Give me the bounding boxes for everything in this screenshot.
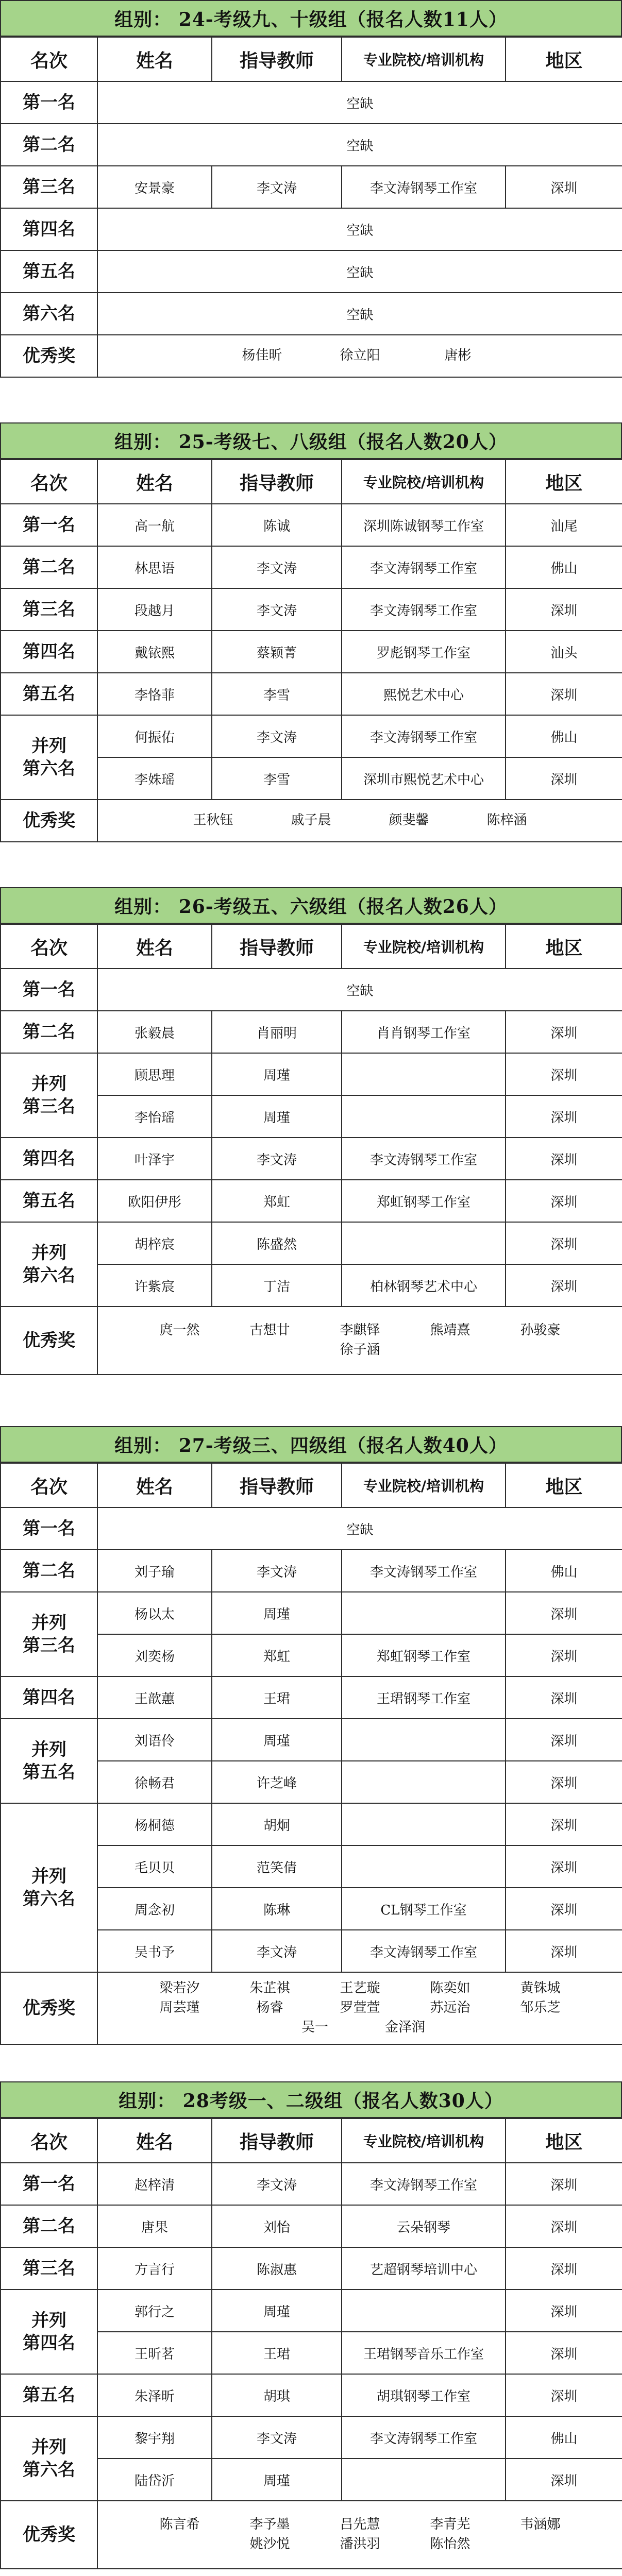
institution-name bbox=[342, 1845, 506, 1888]
excellent-award-row bbox=[1, 1307, 622, 1375]
teacher-name: 李文涛 bbox=[212, 715, 342, 757]
student-name: 何振佑 bbox=[97, 715, 212, 757]
teacher-name: 刘怡 bbox=[212, 2205, 342, 2247]
rank-cell: 第四名 bbox=[1, 631, 97, 673]
excellent-award-name: 庹一然 bbox=[159, 1323, 200, 1338]
teacher-name: 李文涛 bbox=[212, 546, 342, 588]
table-row bbox=[1, 166, 622, 208]
student-name: 许紫宸 bbox=[97, 1264, 212, 1307]
excellent-award-names bbox=[97, 335, 622, 377]
table-row bbox=[1, 1550, 622, 1592]
region-name: 佛山 bbox=[506, 1550, 622, 1592]
region-name: 深圳 bbox=[506, 1761, 622, 1803]
table-header-row bbox=[1, 2119, 622, 2163]
student-name: 林思语 bbox=[97, 546, 212, 588]
teacher-name: 陈琳 bbox=[212, 1888, 342, 1930]
rank-cell: 第三名 bbox=[1, 2247, 97, 2290]
group-title: 组别： 26-考级五、六级组（报名人数26人） bbox=[0, 887, 622, 924]
table-row bbox=[1, 1138, 622, 1180]
results-table bbox=[0, 1463, 622, 2045]
table-row bbox=[1, 293, 622, 335]
institution-name bbox=[342, 2459, 506, 2501]
rank-cell: 并列 第六名 bbox=[1, 1803, 97, 1972]
student-name: 唐果 bbox=[97, 2205, 212, 2247]
excellent-award-label: 优秀奖 bbox=[1, 800, 97, 842]
excellent-award-name: 陈怡然 bbox=[430, 2536, 470, 2552]
excellent-award-name: 陈梓涵 bbox=[486, 812, 527, 828]
rank-cell: 第五名 bbox=[1, 2374, 97, 2416]
table-header-row bbox=[1, 1463, 622, 1507]
teacher-name: 李文涛 bbox=[212, 588, 342, 631]
teacher-name: 肖丽明 bbox=[212, 1011, 342, 1053]
excellent-award-label: 优秀奖 bbox=[1, 2501, 97, 2569]
column-header-institution: 专业院校/培训机构 bbox=[342, 2119, 506, 2163]
table-row bbox=[1, 1592, 622, 1634]
excellent-award-name: 陈奕如 bbox=[430, 1980, 470, 1996]
excellent-award-name: 姚沙悦 bbox=[249, 2536, 290, 2552]
region-name: 深圳 bbox=[506, 1719, 622, 1761]
excellent-award-name: 王秋钰 bbox=[193, 812, 233, 828]
group-title: 组别： 28考级一、二级组（报名人数30人） bbox=[0, 2081, 622, 2118]
student-name: 李恪菲 bbox=[97, 673, 212, 715]
institution-name: 郑虹钢琴工作室 bbox=[342, 1634, 506, 1676]
table-row bbox=[1, 1803, 622, 1845]
column-header-institution: 专业院校/培训机构 bbox=[342, 1463, 506, 1507]
student-name: 李姝瑶 bbox=[97, 757, 212, 800]
institution-name: 郑虹钢琴工作室 bbox=[342, 1180, 506, 1222]
table-row bbox=[1, 2416, 622, 2459]
excellent-award-name: 周芸瑾 bbox=[159, 2000, 200, 2016]
column-header-rank: 名次 bbox=[1, 2119, 97, 2163]
region-name: 深圳 bbox=[506, 1095, 622, 1138]
rank-cell: 第五名 bbox=[1, 673, 97, 715]
teacher-name: 周瑾 bbox=[212, 2290, 342, 2332]
rank-cell: 第一名 bbox=[1, 504, 97, 546]
table-row bbox=[1, 588, 622, 631]
table-row bbox=[1, 673, 622, 715]
rank-cell: 第二名 bbox=[1, 1011, 97, 1053]
region-name: 佛山 bbox=[506, 2416, 622, 2459]
teacher-name: 李文涛 bbox=[212, 1550, 342, 1592]
teacher-name: 周瑾 bbox=[212, 1592, 342, 1634]
region-name: 深圳 bbox=[506, 1011, 622, 1053]
institution-name: 王珺钢琴工作室 bbox=[342, 1676, 506, 1719]
excellent-award-name: 颜斐馨 bbox=[389, 812, 429, 828]
table-row bbox=[1, 2290, 622, 2332]
region-name: 深圳 bbox=[506, 166, 622, 208]
student-name: 叶泽宇 bbox=[97, 1138, 212, 1180]
rank-cell: 第五名 bbox=[1, 250, 97, 293]
institution-name: 李文涛钢琴工作室 bbox=[342, 715, 506, 757]
teacher-name: 李雪 bbox=[212, 673, 342, 715]
institution-name: 柏林钢琴艺术中心 bbox=[342, 1264, 506, 1307]
excellent-award-row bbox=[1, 335, 622, 377]
rank-cell: 第四名 bbox=[1, 208, 97, 250]
region-name: 佛山 bbox=[506, 546, 622, 588]
excellent-award-name: 杨睿 bbox=[256, 2000, 283, 2016]
institution-name bbox=[342, 1053, 506, 1095]
results-table bbox=[0, 924, 622, 1375]
column-header-teacher: 指导教师 bbox=[212, 2119, 342, 2163]
excellent-award-label: 优秀奖 bbox=[1, 1972, 97, 2044]
teacher-name: 胡炯 bbox=[212, 1803, 342, 1845]
column-header-rank: 名次 bbox=[1, 37, 97, 81]
region-name: 汕尾 bbox=[506, 504, 622, 546]
award-group bbox=[0, 1426, 622, 2045]
excellent-award-name: 徐子涵 bbox=[340, 1342, 380, 1358]
region-name: 汕头 bbox=[506, 631, 622, 673]
rank-cell: 第一名 bbox=[1, 969, 97, 1011]
rank-cell: 第三名 bbox=[1, 166, 97, 208]
table-row bbox=[1, 2374, 622, 2416]
table-row bbox=[1, 2205, 622, 2247]
group-title: 组别： 24-考级九、十级组（报名人数11人） bbox=[0, 0, 622, 37]
teacher-name: 郑虹 bbox=[212, 1634, 342, 1676]
rank-cell: 第五名 bbox=[1, 1180, 97, 1222]
student-name: 赵梓清 bbox=[97, 2163, 212, 2205]
excellent-award-name: 潘洪羽 bbox=[340, 2536, 380, 2552]
table-row bbox=[1, 2163, 622, 2205]
student-name: 戴铱熙 bbox=[97, 631, 212, 673]
excellent-award-names bbox=[97, 1972, 622, 2044]
institution-name: 云朵钢琴 bbox=[342, 2205, 506, 2247]
student-name: 杨以太 bbox=[97, 1592, 212, 1634]
excellent-award-name: 杨佳昕 bbox=[242, 348, 282, 364]
excellent-award-row bbox=[1, 1972, 622, 2044]
table-row bbox=[1, 1507, 622, 1550]
excellent-award-label: 优秀奖 bbox=[1, 335, 97, 377]
excellent-award-name: 朱芷祺 bbox=[249, 1980, 290, 1996]
teacher-name: 周瑾 bbox=[212, 1719, 342, 1761]
column-header-name: 姓名 bbox=[97, 1463, 212, 1507]
institution-name bbox=[342, 2290, 506, 2332]
institution-name: 王珺钢琴音乐工作室 bbox=[342, 2332, 506, 2374]
student-name: 王昕茗 bbox=[97, 2332, 212, 2374]
teacher-name: 周瑾 bbox=[212, 1095, 342, 1138]
column-header-name: 姓名 bbox=[97, 37, 212, 81]
award-group bbox=[0, 422, 622, 842]
results-table bbox=[0, 2118, 622, 2569]
region-name: 深圳 bbox=[506, 1888, 622, 1930]
column-header-institution: 专业院校/培训机构 bbox=[342, 37, 506, 81]
award-group bbox=[0, 0, 622, 378]
region-name: 深圳 bbox=[506, 1930, 622, 1972]
excellent-award-name: 吴一 bbox=[301, 2019, 328, 2035]
table-header-row bbox=[1, 460, 622, 504]
excellent-award-name: 孙骏豪 bbox=[520, 1323, 561, 1338]
region-name: 深圳 bbox=[506, 2163, 622, 2205]
column-header-region: 地区 bbox=[506, 2119, 622, 2163]
excellent-award-name: 韦涵娜 bbox=[520, 2517, 561, 2533]
results-table bbox=[0, 37, 622, 378]
table-row bbox=[1, 81, 622, 124]
institution-name bbox=[342, 1592, 506, 1634]
region-name: 深圳 bbox=[506, 1803, 622, 1845]
table-row bbox=[1, 124, 622, 166]
student-name: 李怡瑶 bbox=[97, 1095, 212, 1138]
student-name: 黎宇翔 bbox=[97, 2416, 212, 2459]
student-name: 安景豪 bbox=[97, 166, 212, 208]
rank-cell: 第一名 bbox=[1, 1507, 97, 1550]
column-header-teacher: 指导教师 bbox=[212, 37, 342, 81]
table-row bbox=[1, 715, 622, 757]
excellent-award-name: 李麒铎 bbox=[340, 1323, 380, 1338]
rank-cell: 并列 第四名 bbox=[1, 2290, 97, 2374]
vacant-cell: 空缺 bbox=[97, 969, 622, 1011]
rank-cell: 第四名 bbox=[1, 1138, 97, 1180]
excellent-award-name: 梁若汐 bbox=[159, 1980, 200, 1996]
student-name: 杨桐德 bbox=[97, 1803, 212, 1845]
student-name: 徐畅君 bbox=[97, 1761, 212, 1803]
teacher-name: 李文涛 bbox=[212, 166, 342, 208]
teacher-name: 李文涛 bbox=[212, 1138, 342, 1180]
table-row bbox=[1, 1719, 622, 1761]
rank-cell: 第四名 bbox=[1, 1676, 97, 1719]
region-name: 深圳 bbox=[506, 1138, 622, 1180]
institution-name: 熙悦艺术中心 bbox=[342, 673, 506, 715]
region-name: 深圳 bbox=[506, 2332, 622, 2374]
table-row bbox=[1, 1053, 622, 1095]
table-header-row bbox=[1, 37, 622, 81]
student-name: 胡梓宸 bbox=[97, 1222, 212, 1264]
teacher-name: 陈淑惠 bbox=[212, 2247, 342, 2290]
teacher-name: 李文涛 bbox=[212, 2416, 342, 2459]
table-row bbox=[1, 1011, 622, 1053]
teacher-name: 郑虹 bbox=[212, 1180, 342, 1222]
region-name: 深圳 bbox=[506, 1592, 622, 1634]
column-header-name: 姓名 bbox=[97, 460, 212, 504]
excellent-award-names bbox=[97, 1307, 622, 1375]
rank-cell: 第二名 bbox=[1, 124, 97, 166]
student-name: 毛贝贝 bbox=[97, 1845, 212, 1888]
column-header-name: 姓名 bbox=[97, 2119, 212, 2163]
column-header-region: 地区 bbox=[506, 37, 622, 81]
table-row bbox=[1, 250, 622, 293]
rank-cell: 第一名 bbox=[1, 81, 97, 124]
group-title: 组别： 27-考级三、四级组（报名人数40人） bbox=[0, 1426, 622, 1463]
excellent-award-name: 陈言希 bbox=[159, 2517, 200, 2533]
column-header-teacher: 指导教师 bbox=[212, 1463, 342, 1507]
institution-name: 深圳陈诚钢琴工作室 bbox=[342, 504, 506, 546]
vacant-cell: 空缺 bbox=[97, 1507, 622, 1550]
region-name: 深圳 bbox=[506, 1845, 622, 1888]
excellent-award-names bbox=[97, 2501, 622, 2569]
student-name: 周念初 bbox=[97, 1888, 212, 1930]
region-name: 深圳 bbox=[506, 1222, 622, 1264]
student-name: 高一航 bbox=[97, 504, 212, 546]
region-name: 深圳 bbox=[506, 757, 622, 800]
column-header-teacher: 指导教师 bbox=[212, 924, 342, 969]
region-name: 深圳 bbox=[506, 2290, 622, 2332]
excellent-award-name: 邹乐芝 bbox=[520, 2000, 561, 2016]
excellent-award-name: 黄铢城 bbox=[520, 1980, 561, 1996]
table-row bbox=[1, 546, 622, 588]
award-group bbox=[0, 887, 622, 1375]
rank-cell: 并列 第六名 bbox=[1, 715, 97, 800]
excellent-award-label: 优秀奖 bbox=[1, 1307, 97, 1375]
institution-name: CL钢琴工作室 bbox=[342, 1888, 506, 1930]
teacher-name: 周瑾 bbox=[212, 1053, 342, 1095]
column-header-rank: 名次 bbox=[1, 460, 97, 504]
column-header-teacher: 指导教师 bbox=[212, 460, 342, 504]
column-header-institution: 专业院校/培训机构 bbox=[342, 924, 506, 969]
rank-cell: 第二名 bbox=[1, 2205, 97, 2247]
excellent-award-name: 苏远治 bbox=[430, 2000, 470, 2016]
student-name: 方言行 bbox=[97, 2247, 212, 2290]
column-header-region: 地区 bbox=[506, 1463, 622, 1507]
institution-name: 李文涛钢琴工作室 bbox=[342, 1138, 506, 1180]
student-name: 刘语伶 bbox=[97, 1719, 212, 1761]
institution-name: 罗彪钢琴工作室 bbox=[342, 631, 506, 673]
student-name: 顾思理 bbox=[97, 1053, 212, 1095]
teacher-name: 胡琪 bbox=[212, 2374, 342, 2416]
table-row bbox=[1, 1180, 622, 1222]
excellent-award-row bbox=[1, 2501, 622, 2569]
rank-cell: 第二名 bbox=[1, 546, 97, 588]
excellent-award-name: 熊靖熹 bbox=[430, 1323, 470, 1338]
table-row bbox=[1, 969, 622, 1011]
institution-name: 李文涛钢琴工作室 bbox=[342, 2163, 506, 2205]
institution-name: 李文涛钢琴工作室 bbox=[342, 2416, 506, 2459]
rank-cell: 并列 第三名 bbox=[1, 1053, 97, 1138]
institution-name bbox=[342, 1222, 506, 1264]
table-header-row bbox=[1, 924, 622, 969]
vacant-cell: 空缺 bbox=[97, 124, 622, 166]
institution-name: 李文涛钢琴工作室 bbox=[342, 588, 506, 631]
vacant-cell: 空缺 bbox=[97, 208, 622, 250]
student-name: 朱泽昕 bbox=[97, 2374, 212, 2416]
teacher-name: 李文涛 bbox=[212, 2163, 342, 2205]
region-name: 深圳 bbox=[506, 1180, 622, 1222]
column-header-region: 地区 bbox=[506, 924, 622, 969]
table-row bbox=[1, 1222, 622, 1264]
student-name: 张毅晨 bbox=[97, 1011, 212, 1053]
column-header-rank: 名次 bbox=[1, 924, 97, 969]
teacher-name: 蔡颖菁 bbox=[212, 631, 342, 673]
excellent-award-name: 李予墨 bbox=[249, 2517, 290, 2533]
rank-cell: 第三名 bbox=[1, 588, 97, 631]
institution-name: 胡琪钢琴工作室 bbox=[342, 2374, 506, 2416]
rank-cell: 并列 第三名 bbox=[1, 1592, 97, 1676]
region-name: 深圳 bbox=[506, 1634, 622, 1676]
excellent-award-name: 唐彬 bbox=[444, 348, 472, 364]
region-name: 深圳 bbox=[506, 1264, 622, 1307]
student-name: 段越月 bbox=[97, 588, 212, 631]
institution-name: 李文涛钢琴工作室 bbox=[342, 1550, 506, 1592]
teacher-name: 王珺 bbox=[212, 1676, 342, 1719]
rank-cell: 第一名 bbox=[1, 2163, 97, 2205]
column-header-rank: 名次 bbox=[1, 1463, 97, 1507]
region-name: 深圳 bbox=[506, 2374, 622, 2416]
rank-cell: 第六名 bbox=[1, 293, 97, 335]
table-row bbox=[1, 631, 622, 673]
student-name: 刘奕杨 bbox=[97, 1634, 212, 1676]
rank-cell: 第二名 bbox=[1, 1550, 97, 1592]
table-row bbox=[1, 208, 622, 250]
teacher-name: 李文涛 bbox=[212, 1930, 342, 1972]
student-name: 陆岱沂 bbox=[97, 2459, 212, 2501]
student-name: 欧阳伊彤 bbox=[97, 1180, 212, 1222]
excellent-award-name: 王艺璇 bbox=[340, 1980, 380, 1996]
teacher-name: 范笑倩 bbox=[212, 1845, 342, 1888]
table-row bbox=[1, 504, 622, 546]
institution-name: 深圳市熙悦艺术中心 bbox=[342, 757, 506, 800]
table-row bbox=[1, 2247, 622, 2290]
excellent-award-name: 古想廿 bbox=[249, 1323, 290, 1338]
institution-name: 李文涛钢琴工作室 bbox=[342, 166, 506, 208]
column-header-institution: 专业院校/培训机构 bbox=[342, 460, 506, 504]
institution-name bbox=[342, 1095, 506, 1138]
excellent-award-name: 徐立阳 bbox=[340, 348, 380, 364]
rank-cell: 并列 第五名 bbox=[1, 1719, 97, 1803]
student-name: 王歆蕙 bbox=[97, 1676, 212, 1719]
region-name: 深圳 bbox=[506, 1053, 622, 1095]
student-name: 郭行之 bbox=[97, 2290, 212, 2332]
column-header-region: 地区 bbox=[506, 460, 622, 504]
institution-name: 李文涛钢琴工作室 bbox=[342, 1930, 506, 1972]
institution-name bbox=[342, 1803, 506, 1845]
excellent-award-name: 罗萱萱 bbox=[340, 2000, 380, 2016]
region-name: 深圳 bbox=[506, 2205, 622, 2247]
institution-name: 艺超钢琴培训中心 bbox=[342, 2247, 506, 2290]
teacher-name: 李雪 bbox=[212, 757, 342, 800]
excellent-award-names bbox=[97, 800, 622, 842]
region-name: 深圳 bbox=[506, 2247, 622, 2290]
award-group bbox=[0, 2081, 622, 2569]
student-name: 刘子瑜 bbox=[97, 1550, 212, 1592]
group-title: 组别： 25-考级七、八级组（报名人数20人） bbox=[0, 422, 622, 459]
region-name: 深圳 bbox=[506, 1676, 622, 1719]
region-name: 深圳 bbox=[506, 2459, 622, 2501]
results-table bbox=[0, 459, 622, 842]
teacher-name: 许芝峰 bbox=[212, 1761, 342, 1803]
rank-cell: 并列 第六名 bbox=[1, 1222, 97, 1307]
teacher-name: 丁洁 bbox=[212, 1264, 342, 1307]
teacher-name: 周瑾 bbox=[212, 2459, 342, 2501]
vacant-cell: 空缺 bbox=[97, 81, 622, 124]
teacher-name: 陈盛然 bbox=[212, 1222, 342, 1264]
excellent-award-name: 吕先慧 bbox=[340, 2517, 380, 2533]
institution-name bbox=[342, 1719, 506, 1761]
vacant-cell: 空缺 bbox=[97, 293, 622, 335]
student-name: 吴书予 bbox=[97, 1930, 212, 1972]
rank-cell: 并列 第六名 bbox=[1, 2416, 97, 2501]
column-header-name: 姓名 bbox=[97, 924, 212, 969]
excellent-award-name: 戚子晨 bbox=[291, 812, 331, 828]
teacher-name: 陈诚 bbox=[212, 504, 342, 546]
excellent-award-name: 金泽润 bbox=[384, 2019, 425, 2035]
teacher-name: 王珺 bbox=[212, 2332, 342, 2374]
region-name: 佛山 bbox=[506, 715, 622, 757]
table-row bbox=[1, 1676, 622, 1719]
region-name: 深圳 bbox=[506, 588, 622, 631]
institution-name: 肖肖钢琴工作室 bbox=[342, 1011, 506, 1053]
institution-name bbox=[342, 1761, 506, 1803]
region-name: 深圳 bbox=[506, 673, 622, 715]
excellent-award-name: 李青芜 bbox=[430, 2517, 470, 2533]
institution-name: 李文涛钢琴工作室 bbox=[342, 546, 506, 588]
vacant-cell: 空缺 bbox=[97, 250, 622, 293]
excellent-award-row bbox=[1, 800, 622, 842]
